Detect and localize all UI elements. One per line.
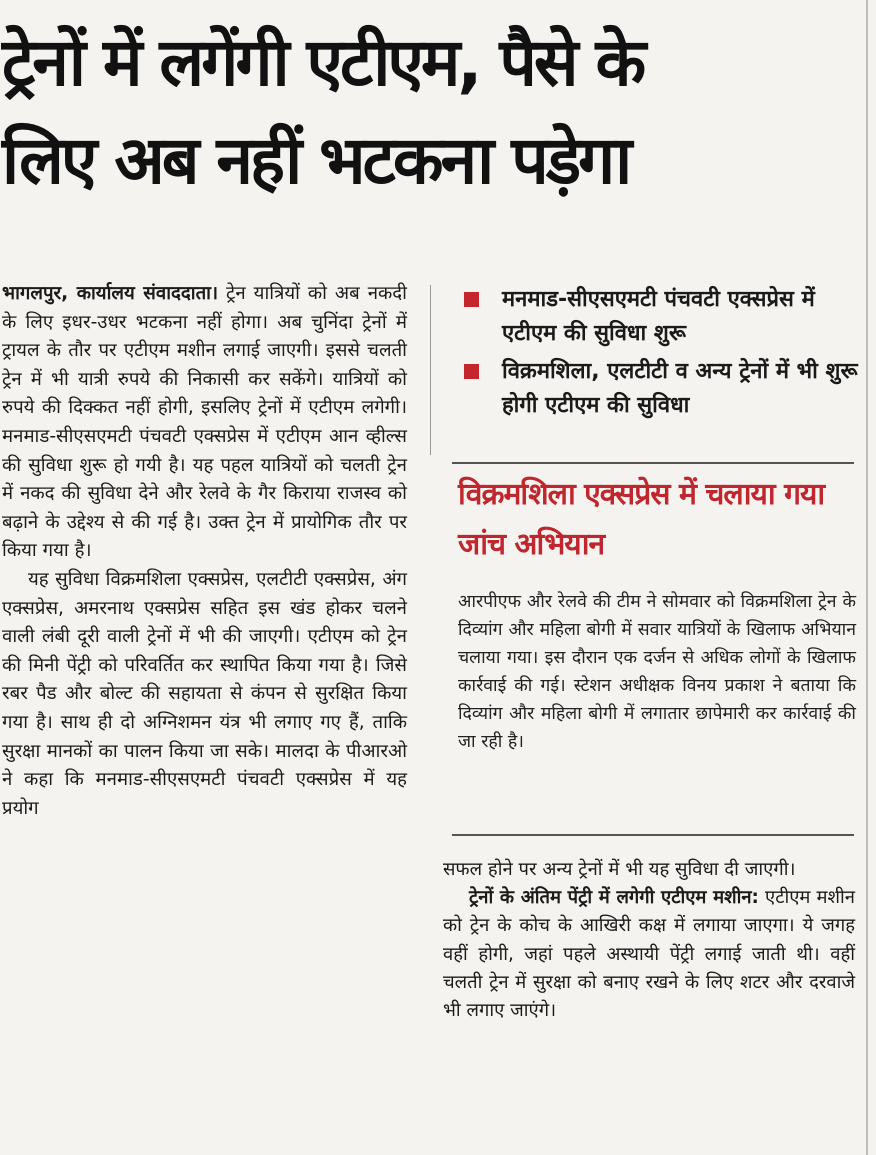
article-paragraph-3: [443, 884, 855, 1025]
red-square-bullet-icon: [464, 364, 479, 379]
sidebox-bottom-rule: [452, 834, 854, 836]
article-continued: सफल होने पर अन्य ट्रेनों में भी यह सुविधा दी जाएगी।: [443, 859, 796, 880]
headline: [2, 14, 862, 210]
article-subhead: ट्रेनों के अंतिम पेंट्री में लगेगी एटीएम मशीन:: [469, 887, 759, 909]
highlight-item: [460, 355, 860, 423]
sidebox-top-rule: [452, 462, 854, 464]
dateline: भागलपुर, कार्यालय संवाददाता।: [2, 283, 219, 304]
article-right-column: [443, 856, 855, 1025]
article-paragraph-1: [2, 280, 407, 566]
highlights-list: [460, 283, 860, 427]
highlight-text: विक्रमशिला, एलटीटी व अन्य ट्रेनों में भी शुरू होगी एटीएम की सुविधा: [502, 359, 858, 418]
highlight-text: मनमाड-सीएसएमटी पंचवटी एक्सप्रेस में एटीएम की सुविधा शुरू: [502, 287, 815, 346]
sidebox-body: आरपीएफ और रेलवे की टीम ने सोमवार को विक्रमशिला ट्रेन के दिव्यांग और महिला बोगी में सवार यात्रियों के खिलाफ अभियान चलाया गया। इस दौरान एक दर्जन से अधिक लोगों के खिलाफ कार्रवाई की गई। स्टेशन अधीक्षक विनय प्रकाश ने बताया कि दिव्यांग और महिला बोगी में लगातार छापेमारी कर कार्रवाई की जा रही है।: [458, 592, 856, 752]
highlight-item: [460, 283, 860, 351]
page-edge-rule: [866, 0, 868, 1155]
headline-line-1: ट्रेनों में लगेंगी एटीएम, पैसे के: [2, 24, 644, 101]
article-paragraph-2: यह सुविधा विक्रमशिला एक्सप्रेस, एलटीटी एक्सप्रेस, अंग एक्सप्रेस, अमरनाथ एक्सप्रेस सहित इस खंड होकर चलने वाली लंबी दूरी वाली ट्रेनों में भी की जाएगी। एटीएम को ट्रेन की मिनी पेंट्री को परिवर्तित कर स्थापित किया गया है। जिसे रबर पैड और बोल्ट की सहायता से कंपन से सुरक्षित किया गया है। साथ ही दो अग्निशमन यंत्र भी लगाए गए हैं, ताकि सुरक्षा मानकों का पालन किया जा सके। मालदा के पीआरओ ने कहा कि मनमाड-सीएसएमटी पंचवटी एक्सप्रेस में यह प्रयोग: [2, 568, 407, 819]
article-paragraph-1-text: ट्रेन यात्रियों को अब नकदी के लिए इधर-उधर भटकना नहीं होगा। अब चुनिंदा ट्रेनों में ट्रायल के तौर पर एटीएम मशीन लगाई जाएगी। इससे चलती ट्रेन में भी यात्री रुपये की निकासी कर सकेंगे। यात्रियों को रुपये की दिक्कत नहीं होगी, इसलिए ट्रेनों में एटीएम लगेगी। मनमाड-सीएसएमटी पंचवटी एक्सप्रेस में एटीएम आन व्हील्स की सुविधा शुरू हो गयी है। यह पहल यात्रियों को चलती ट्रेन में नकद की सुविधा देने और रेलवे के गैर किराया राजस्व को बढ़ाने के उद्देश्य से की गई है। उक्त ट्रेन में प्रायोगिक तौर पर किया गया है।: [2, 283, 407, 562]
sidebox-title: विक्रमशिला एक्सप्रेस में चलाया गया जांच अभियान: [458, 477, 825, 562]
article-left-column: [2, 280, 407, 823]
headline-line-2: लिए अब नहीं भटकना पड़ेगा: [2, 122, 630, 199]
column-divider: [430, 285, 431, 455]
red-square-bullet-icon: [464, 292, 479, 307]
article-paragraph-3-text: एटीएम मशीन को ट्रेन के कोच के आखिरी कक्ष में लगाया जाएगा। ये जगह वहीं होगी, जहां पहले अस्थायी पेंट्री लगाई जाती थी। वहीं चलती ट्रेन में सुरक्षा को बनाए रखने के लिए शटर और दरवाजे भी लगाए जाएंगे।: [443, 887, 855, 1022]
